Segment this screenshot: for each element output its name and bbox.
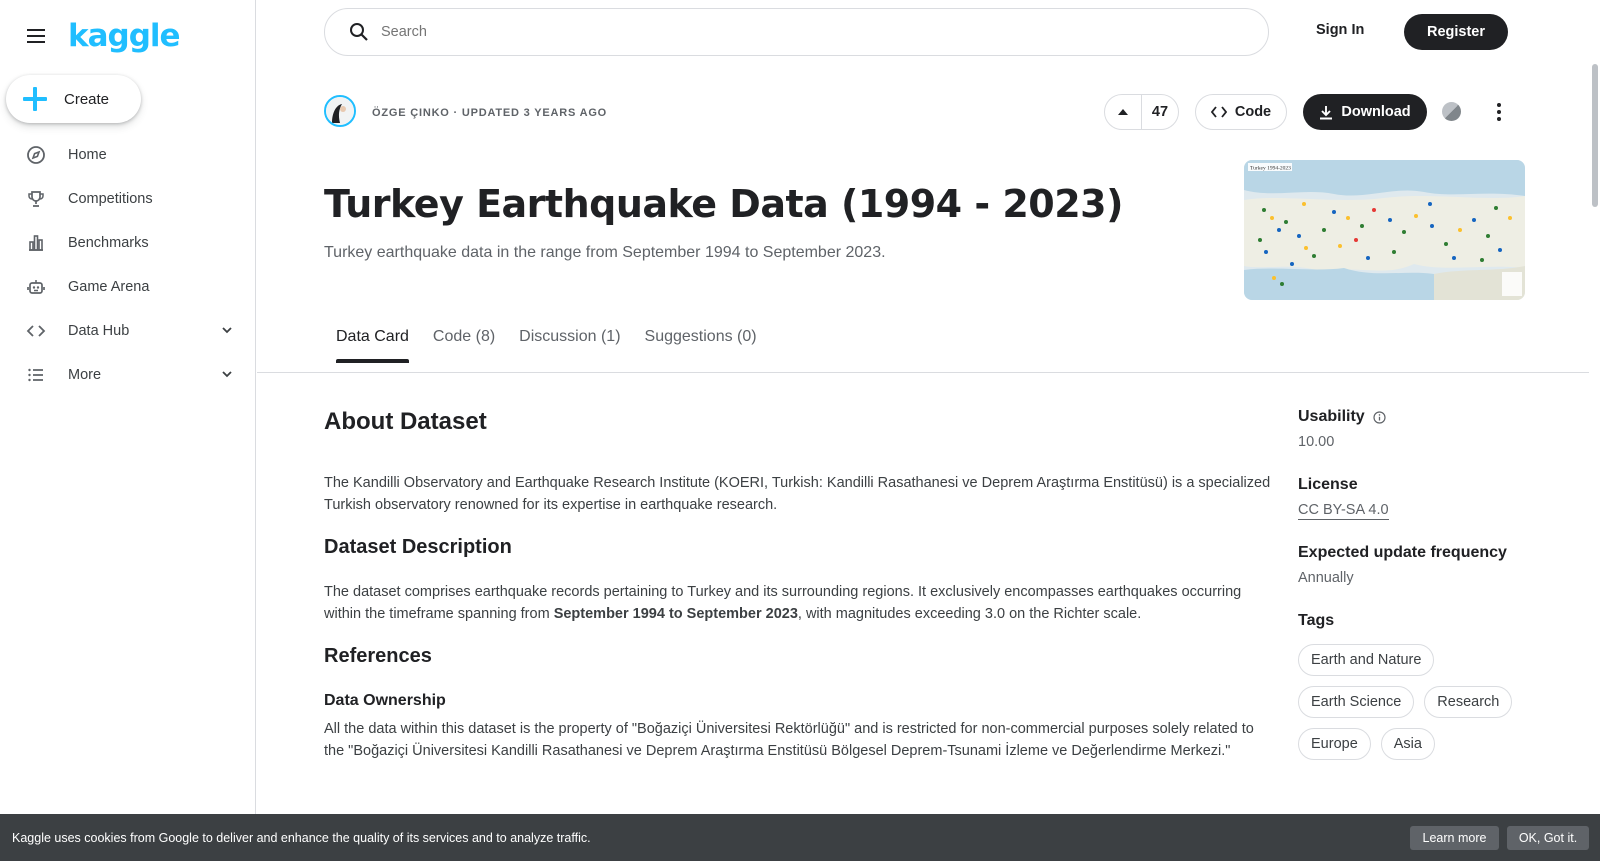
tag-chip[interactable]: Asia xyxy=(1381,728,1435,760)
sidebar-item-label: Competitions xyxy=(68,191,153,207)
robot-icon xyxy=(26,277,46,297)
bar-chart-icon xyxy=(26,233,46,253)
trophy-icon xyxy=(26,189,46,209)
download-icon xyxy=(1319,105,1333,120)
usability-label-text: Usability xyxy=(1298,408,1365,425)
usability-label xyxy=(1298,408,1538,426)
plus-icon xyxy=(22,86,48,112)
upvote-control xyxy=(1104,94,1179,130)
download-button-label: Download xyxy=(1341,104,1411,120)
sidebar-item-label: Game Arena xyxy=(68,279,150,295)
more-options-icon[interactable] xyxy=(1493,101,1505,123)
register-button[interactable]: Register xyxy=(1404,14,1508,50)
code-brackets-icon xyxy=(26,321,46,341)
tab-data-card[interactable]: Data Card xyxy=(336,328,409,363)
tag-list xyxy=(1298,644,1538,760)
theme-toggle-icon[interactable] xyxy=(1442,102,1461,121)
search-bar[interactable] xyxy=(324,8,1269,56)
search-input[interactable] xyxy=(381,24,1221,40)
dataset-title: Turkey Earthquake Data (1994 - 2023) xyxy=(324,182,1123,226)
sidebar-item-competitions[interactable] xyxy=(0,177,255,221)
search-icon xyxy=(349,22,369,42)
cookie-text: Kaggle uses cookies from Google to deliver and enhance the quality of its services and to analyze traffic. xyxy=(12,830,591,845)
data-card-content xyxy=(324,408,1274,762)
list-icon xyxy=(26,365,46,385)
sign-in-button[interactable]: Sign In xyxy=(1316,22,1365,38)
sidebar-item-more[interactable] xyxy=(0,353,255,397)
usability-value: 10.00 xyxy=(1298,434,1335,450)
sidebar-item-label: Home xyxy=(68,147,107,163)
references-heading: References xyxy=(324,645,432,667)
tag-chip[interactable]: Europe xyxy=(1298,728,1371,760)
kaggle-logo[interactable]: kaggle xyxy=(68,18,180,54)
chevron-down-icon[interactable] xyxy=(221,324,233,336)
tags-label: Tags xyxy=(1298,612,1335,629)
avatar[interactable] xyxy=(324,95,356,127)
sidebar-nav xyxy=(0,133,255,397)
about-text: The Kandilli Observatory and Earthquake Research Institute (KOERI, Turkish: Kandilli Rasathanesi ve Deprem Araştırma Enstitüsü) is a specialized Turkish observatory renowned for its expertise in earthquake research. xyxy=(324,475,1271,513)
dataset-thumbnail xyxy=(1244,160,1525,300)
download-button[interactable] xyxy=(1303,94,1427,130)
create-label: Create xyxy=(64,90,110,108)
vote-count: 47 xyxy=(1151,104,1169,120)
frequency-label: Expected update frequency xyxy=(1298,544,1507,561)
scrollbar-thumb[interactable] xyxy=(1592,64,1598,207)
sidebar-item-label: More xyxy=(68,367,102,383)
tab-discussion[interactable]: Discussion (1) xyxy=(519,328,621,345)
sidebar-item-data-hub[interactable] xyxy=(0,309,255,353)
license-label: License xyxy=(1298,476,1358,493)
thumbnail-caption: Turkey 1994-2023 xyxy=(1250,165,1291,172)
sidebar-item-game-arena[interactable] xyxy=(0,265,255,309)
description-text xyxy=(324,581,1274,625)
dataset-sidebar xyxy=(1298,408,1538,760)
ownership-heading: Data Ownership xyxy=(324,692,446,709)
sidebar-item-label: Benchmarks xyxy=(68,235,149,251)
chevron-down-icon[interactable] xyxy=(221,368,233,380)
sidebar xyxy=(0,0,256,861)
dataset-subtitle: Turkey earthquake data in the range from September 1994 to September 2023. xyxy=(324,244,886,261)
license-link[interactable]: CC BY-SA 4.0 xyxy=(1298,502,1389,518)
compass-icon xyxy=(26,145,46,165)
code-button-label: Code xyxy=(1234,104,1272,120)
sidebar-item-benchmarks[interactable] xyxy=(0,221,255,265)
code-button[interactable] xyxy=(1195,94,1287,130)
create-button[interactable] xyxy=(6,75,141,123)
tag-chip[interactable]: Earth Science xyxy=(1298,686,1414,718)
sidebar-item-label: Data Hub xyxy=(68,323,130,339)
frequency-value: Annually xyxy=(1298,570,1354,586)
tabs-divider xyxy=(257,372,1589,373)
code-brackets-icon xyxy=(1211,105,1227,119)
dataset-meta: ÖZGE ÇINKO · UPDATED 3 YEARS AGO xyxy=(372,107,608,119)
upvote-button[interactable] xyxy=(1105,95,1142,129)
learn-more-button[interactable]: Learn more xyxy=(1410,826,1499,850)
info-icon[interactable] xyxy=(1373,411,1386,424)
tab-code[interactable]: Code (8) xyxy=(432,328,496,345)
ownership-text: All the data within this dataset is the property of "Boğaziçi Üniversitesi Rektörlüğü" and is restricted for non-commercial purposes solely related to the "Boğaziçi Üniversitesi Kandilli Rasathanesi ve Deprem Araştırma Enstitüsü Bölgesel Deprem-Tsunami İzleme ve Değerlendirme Merkezi." xyxy=(324,721,1254,759)
description-heading: Dataset Description xyxy=(324,536,512,558)
about-heading: About Dataset xyxy=(324,408,487,435)
cookie-ok-button[interactable]: OK, Got it. xyxy=(1507,826,1589,850)
menu-icon[interactable] xyxy=(24,24,48,48)
dataset-tabs xyxy=(336,328,757,363)
description-text-part: The dataset comprises earthquake records pertaining to Turkey and its surrounding regions. It exclusively encompasses earthquakes occurring within the timeframe spanning from xyxy=(324,584,1242,622)
sidebar-item-home[interactable] xyxy=(0,133,255,177)
tag-chip[interactable]: Research xyxy=(1424,686,1512,718)
tag-chip[interactable]: Earth and Nature xyxy=(1298,644,1434,676)
cookie-banner xyxy=(0,814,1600,861)
tab-suggestions[interactable]: Suggestions (0) xyxy=(644,328,757,345)
sidebar-header xyxy=(24,18,180,54)
description-text-part: , with magnitudes exceeding 3.0 on the Richter scale. xyxy=(797,606,1142,622)
caret-up-icon xyxy=(1117,107,1129,117)
description-text-bold: September 1994 to September 2023 xyxy=(553,606,798,622)
